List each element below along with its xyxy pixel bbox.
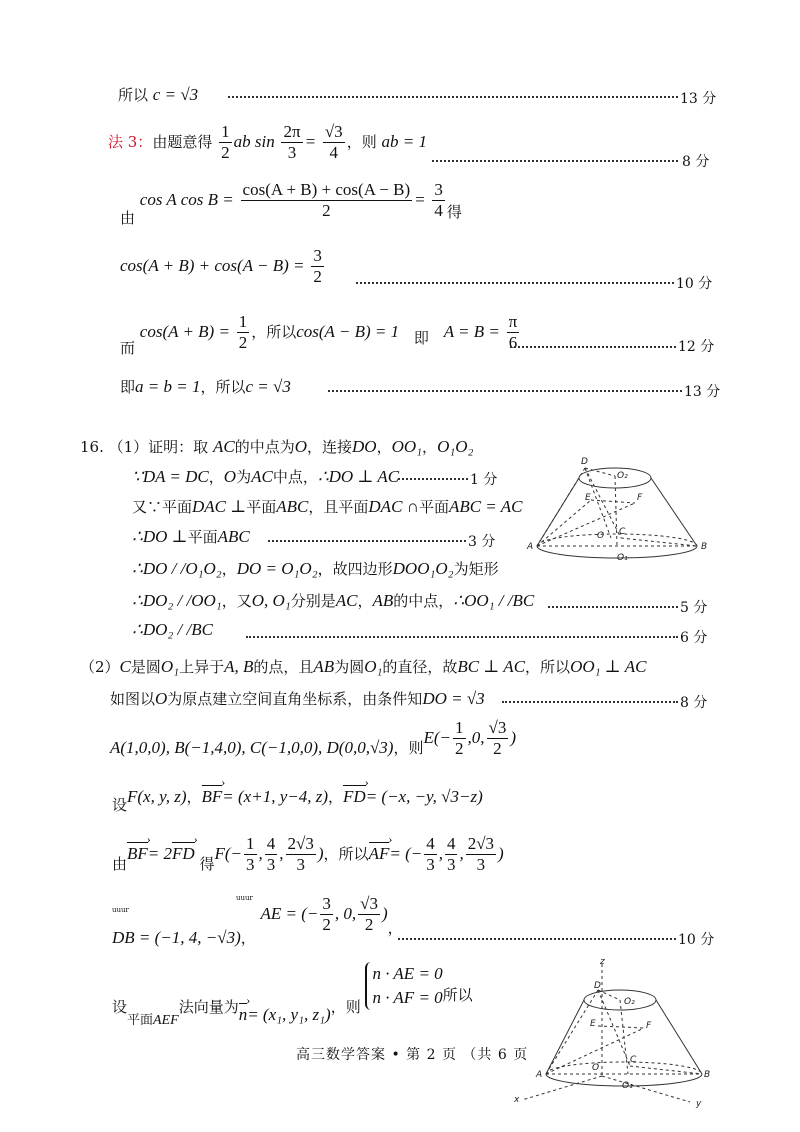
vector-BF: BF › — [202, 787, 223, 807]
text: 即 — [413, 328, 429, 347]
figure-label: E — [585, 493, 591, 503]
q16-row-5: ∴DO / /O₁O₂，DO = O₁O₂，故四边形DOO₁O₂为矩形 — [132, 559, 499, 578]
leader-dots — [268, 540, 466, 542]
vector-FD: FD › — [172, 844, 195, 864]
frac-den: 2 — [313, 267, 322, 287]
score: 1 分 — [470, 472, 498, 488]
system-of-equations: n · AE = 0 n · AF = 0 — [365, 962, 442, 1010]
figure-label: C — [619, 527, 626, 537]
question-number: 16. （1）证明：取 — [80, 438, 209, 456]
figure-label: B — [701, 542, 708, 552]
leader-dots — [510, 346, 676, 348]
score: 13 分 — [684, 384, 721, 400]
frac-num: cos(A + B) + cos(A − B) — [241, 180, 413, 201]
figure-label: A — [536, 1070, 543, 1080]
equation: c = √3 — [152, 85, 199, 104]
text: 得 — [446, 202, 462, 221]
coordinate-frustum-figure — [510, 958, 715, 1108]
q16b-row-1: （2）C是圆O₁上异于A, B的点，且AB为圆O₁的直径，故BC ⊥ AC，所以OO₁ ⊥ AC — [80, 657, 647, 676]
leader-dots — [398, 478, 468, 480]
frac-num: 1 — [219, 122, 232, 143]
leader-dots — [432, 160, 678, 162]
q16b-row-5: 由BF ›= 2FD › 得F(− $\frac{1}{3}$ , $\frac{4}{3}$ , $\frac{2√3}{3}$ )，所以AF ›= (− $\frac{4}{3}$ , $\frac{4}{3}$ , $\frac{2√3}{3}$ ) — [112, 834, 504, 876]
q16b-row-4: 设F(x, y, z)，BF ›= (x+1, y−4, z)，FD ›= (−x, −y, √3−z) — [112, 786, 483, 807]
text: 即 — [120, 378, 136, 396]
leader-dots — [502, 701, 678, 703]
figure-label: F — [637, 493, 643, 503]
leader-dots — [548, 606, 678, 608]
figure-label: A — [527, 542, 534, 552]
score: 3 分 — [468, 534, 496, 550]
axis-label-z: z — [600, 958, 605, 967]
q16-row-3: 又∵平面DAC ⊥平面ABC，且平面DAC ∩平面ABC = AC — [132, 497, 523, 516]
figure-label: O₂ — [617, 471, 628, 481]
frac-num: 1 — [237, 312, 250, 333]
text: 所以 — [118, 86, 149, 104]
equation: c = √3 — [245, 377, 291, 396]
figure-label: O₂ — [624, 997, 635, 1007]
leader-dots — [356, 282, 674, 284]
text: ，则 — [346, 132, 377, 151]
vector-mark: uuur — [112, 906, 129, 914]
frac-den: 3 — [287, 143, 297, 163]
text: ，所以 — [200, 378, 246, 396]
figure-label: O₁ — [617, 553, 628, 563]
figure-label: D — [581, 457, 588, 467]
method-label: 法 3： — [108, 132, 153, 151]
score: 10 分 — [678, 932, 715, 948]
q16-row-2: ∵DA = DC，O为AC中点，∴DO ⊥ AC — [132, 467, 400, 486]
frac-den: 2 — [221, 143, 230, 163]
q16-row-4: ∴DO ⊥平面ABC — [132, 527, 250, 546]
q16-row-1: 16. （1）证明：取 AC的中点为O，连接DO，OO₁，O₁O₂ — [80, 437, 474, 456]
q16b-row-2: 如图以O为原点建立空间直角坐标系，由条件知DO = √3 — [110, 689, 485, 708]
line-2: 法 3：由题意得 $\frac{1}{2}$ ab sin $\frac{2\pi}{3}$ = $\frac{√3}{4}$ ，则 ab = 1 — [108, 122, 427, 163]
score: 10 分 — [676, 276, 713, 292]
line-6 — [120, 376, 291, 397]
frac-den: 4 — [329, 143, 339, 163]
frac-den: 2 — [238, 333, 248, 353]
q16b-row-3: A(1,0,0), B(−1,4,0), C(−1,0,0), D(0,0,√3)，则E(− $\frac{1}{2}$ ,0, $\frac{√3}{2}$ ) — [110, 718, 517, 759]
equation: a = b = 1 — [135, 377, 201, 396]
figure-label: F — [646, 1021, 652, 1031]
leader-dots — [328, 390, 682, 392]
frac-den: 2 — [322, 201, 331, 221]
figure-label: O — [597, 531, 605, 541]
equation: ab sin — [233, 131, 275, 151]
equation: cos(A + B) + cos(A − B) = — [120, 255, 305, 275]
q16b-row-7: 设平面AEF法向量为n ›= (x₁, y₁, z₁)，则 n · AE = 0 n · AF = 0 所以 — [112, 962, 473, 1010]
score: 13 分 — [680, 91, 717, 107]
frustum-figure — [525, 448, 715, 568]
frac-den: 6 — [508, 333, 518, 353]
q16b-row-6: uuur DB = (−1, 4, −√3)， uuur AE = (− $\frac{3}{2}$ , 0, $\frac{√3}{2}$ )， — [112, 894, 403, 947]
figure-label: B — [704, 1070, 711, 1080]
figure-label: O — [592, 1063, 600, 1073]
normal-vector: n › — [239, 1005, 248, 1025]
score: 5 分 — [680, 600, 708, 616]
frac-num: π — [507, 312, 520, 333]
figure-label: D — [594, 981, 601, 991]
page-footer: 高三数学答案 • 第 2 页 （共 6 页 — [296, 1047, 529, 1063]
frac-num: 3 — [311, 246, 324, 267]
text: 由题意得 — [152, 132, 213, 151]
line-1 — [118, 84, 198, 105]
axis-label-x: x — [514, 1095, 520, 1105]
score: 6 分 — [680, 630, 708, 646]
figure-label: C — [630, 1055, 637, 1065]
q16-row-6: ∴DO₂ / /OO₁，又O, O₁分别是AC，AB的中点，∴OO₁ / /BC — [132, 591, 535, 610]
vector-FD: FD › — [343, 787, 366, 807]
frac-num: 3 — [432, 180, 445, 201]
text: ，所以 — [251, 322, 297, 341]
text: 而 — [120, 338, 136, 357]
q16-row-7: ∴DO₂ / /BC — [132, 620, 213, 639]
text: 由 — [120, 208, 136, 227]
score: 8 分 — [680, 695, 708, 711]
equation: cos(A + B) = — [139, 321, 230, 341]
vector-AF: AF › — [369, 844, 390, 864]
equation: ab = 1 — [381, 131, 427, 151]
frac-num: √3 — [323, 122, 345, 143]
frac-num: 2π — [281, 122, 302, 143]
equation: A = B = — [443, 321, 500, 341]
leader-dots — [398, 938, 676, 940]
line-5 — [120, 312, 521, 357]
equation: cos A cos B = — [139, 189, 234, 209]
score: 12 分 — [678, 339, 715, 355]
score: 8 分 — [682, 154, 710, 170]
frac-den: 4 — [434, 201, 443, 221]
vector-BF: BF › — [127, 844, 148, 864]
figure-label: O₁ — [622, 1081, 633, 1091]
vector-mark: uuur — [236, 894, 253, 902]
line-3: 由 cos A cos B = $\frac{\cos(A + B) + \cos(A - B)}{2}$ = $\frac{3}{4}$ 得 — [120, 180, 462, 227]
leader-dots — [246, 636, 678, 638]
axis-label-y: y — [696, 1099, 702, 1108]
line-4 — [120, 246, 326, 288]
leader-dots — [228, 96, 678, 98]
figure-label: E — [590, 1019, 596, 1029]
equation: cos(A − B) = 1 — [296, 321, 400, 341]
